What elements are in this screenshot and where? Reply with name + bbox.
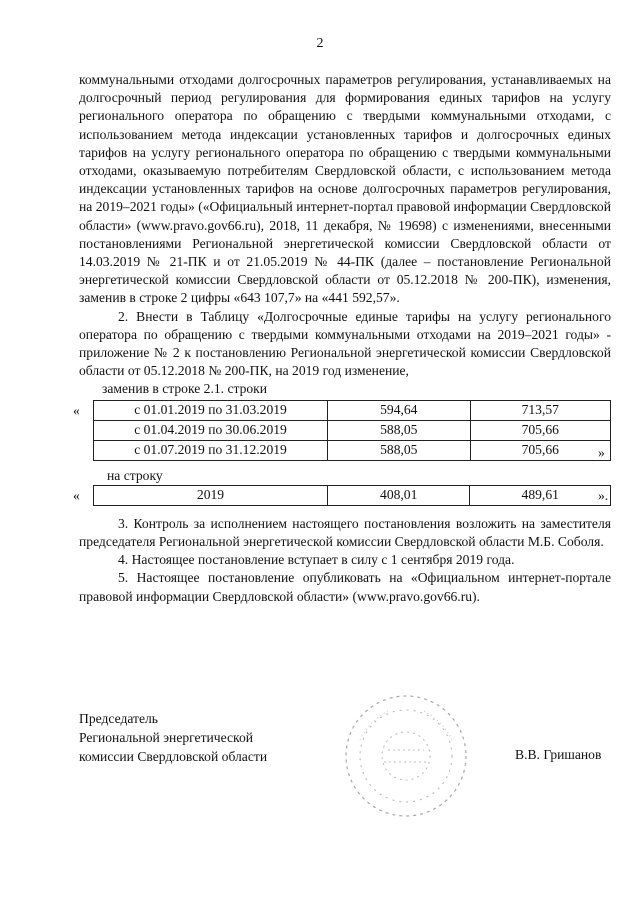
table-row [94, 440, 611, 460]
tariff-vat-value-cell: 705,66 [470, 420, 610, 440]
open-quote: « [73, 402, 80, 418]
new-tariff-table [93, 485, 611, 506]
paragraph-2: 2. Внести в Таблицу «Долгосрочные единые тарифы на услугу регионального оператора по обращению с твердыми коммунальными отходами на 2019–2021 годы» - приложение № 2 к постановлению Региональной энергетической комиссии Свердловской области от 05.12.2018 № 200-ПК, на 2019 год изменение, [79, 308, 611, 379]
table-row [94, 485, 611, 505]
new-row-block [73, 485, 611, 507]
period-cell: 2019 [94, 485, 328, 505]
period-cell: с 01.01.2019 по 31.03.2019 [94, 400, 328, 420]
signer-title-line-1: Председатель [79, 711, 158, 726]
page-number: 2 [316, 36, 324, 51]
period-cell: с 01.07.2019 по 31.12.2019 [94, 440, 328, 460]
table-row [94, 400, 611, 420]
tariff-vat-value-cell: 705,66 [470, 440, 610, 460]
tariff-value-cell: 594,64 [328, 400, 470, 420]
close-quote: » [598, 444, 605, 460]
replace-with-label: на строку [107, 467, 163, 483]
open-quote: « [73, 487, 80, 503]
tariff-value-cell: 588,05 [328, 440, 470, 460]
paragraph-3: 3. Контроль за исполнением настоящего постановления возложить на заместителя председателя Региональной энергетической комиссии Свердловской области М.Б. Соболя. [79, 515, 611, 550]
tariff-vat-value-cell: 489,61 [470, 485, 611, 505]
document-body [73, 71, 611, 606]
paragraph-4: 4. Настоящее постановление вступает в силу с 1 сентября 2019 года. [118, 552, 515, 568]
signature-block [79, 709, 267, 766]
replace-rows-label: заменив в строке 2.1. строки [102, 381, 268, 397]
tariff-vat-value-cell: 713,57 [470, 400, 610, 420]
signer-title-line-3: комиссии Свердловской области [79, 749, 268, 764]
signer-name: В.В. Гришанов [515, 747, 602, 762]
signer-title-line-2: Региональной энергетической [79, 730, 254, 745]
tariff-value-cell: 588,05 [328, 420, 470, 440]
tariff-value-cell: 408,01 [327, 485, 470, 505]
paragraph-5: 5. Настоящее постановление опубликовать на «Официальном интернет-портале правовой информации Свердловской области» (www.pravo.gov66.ru). [79, 570, 611, 604]
close-quote: ». [598, 487, 609, 503]
paragraph-1-continuation: коммунальными отходами долгосрочных параметров регулирования, устанавливаемых на долгосрочный период регулирования для формирования единых тарифов на услугу регионального оператора по обращению с твердыми коммунальными отходами, с использованием метода индексации установленных тарифов и долгосрочных единых тарифов на услугу регионального оператора по обращению с твердыми коммунальными отходами, оказываемую потребителям Свердловской области, с использованием метода индексации установленных тарифов на основе долгосрочных параметров регулирования, на 2019–2021 годы» («Официальный интернет-портал правовой информации Свердловской области» (www.pravo.gov66.ru), 2018, 11 декабря, № 19698) с изменениями, внесенными постановлениями Региональной энергетической комиссии Свердловской области от 14.03.2019 № 21-ПК и от 21.05.2019 № 44-ПК (далее – постановление Региональной энергетической комиссии Свердловской области от 05.12.2018 № 200-ПК), изменения, заменив в строке 2 цифры «643 107,7» на «441 592,57». [79, 72, 611, 306]
old-rows-block [73, 400, 611, 464]
table-row [94, 420, 611, 440]
period-cell: с 01.04.2019 по 30.06.2019 [94, 420, 328, 440]
official-stamp [340, 690, 472, 822]
old-tariff-table [93, 400, 611, 461]
